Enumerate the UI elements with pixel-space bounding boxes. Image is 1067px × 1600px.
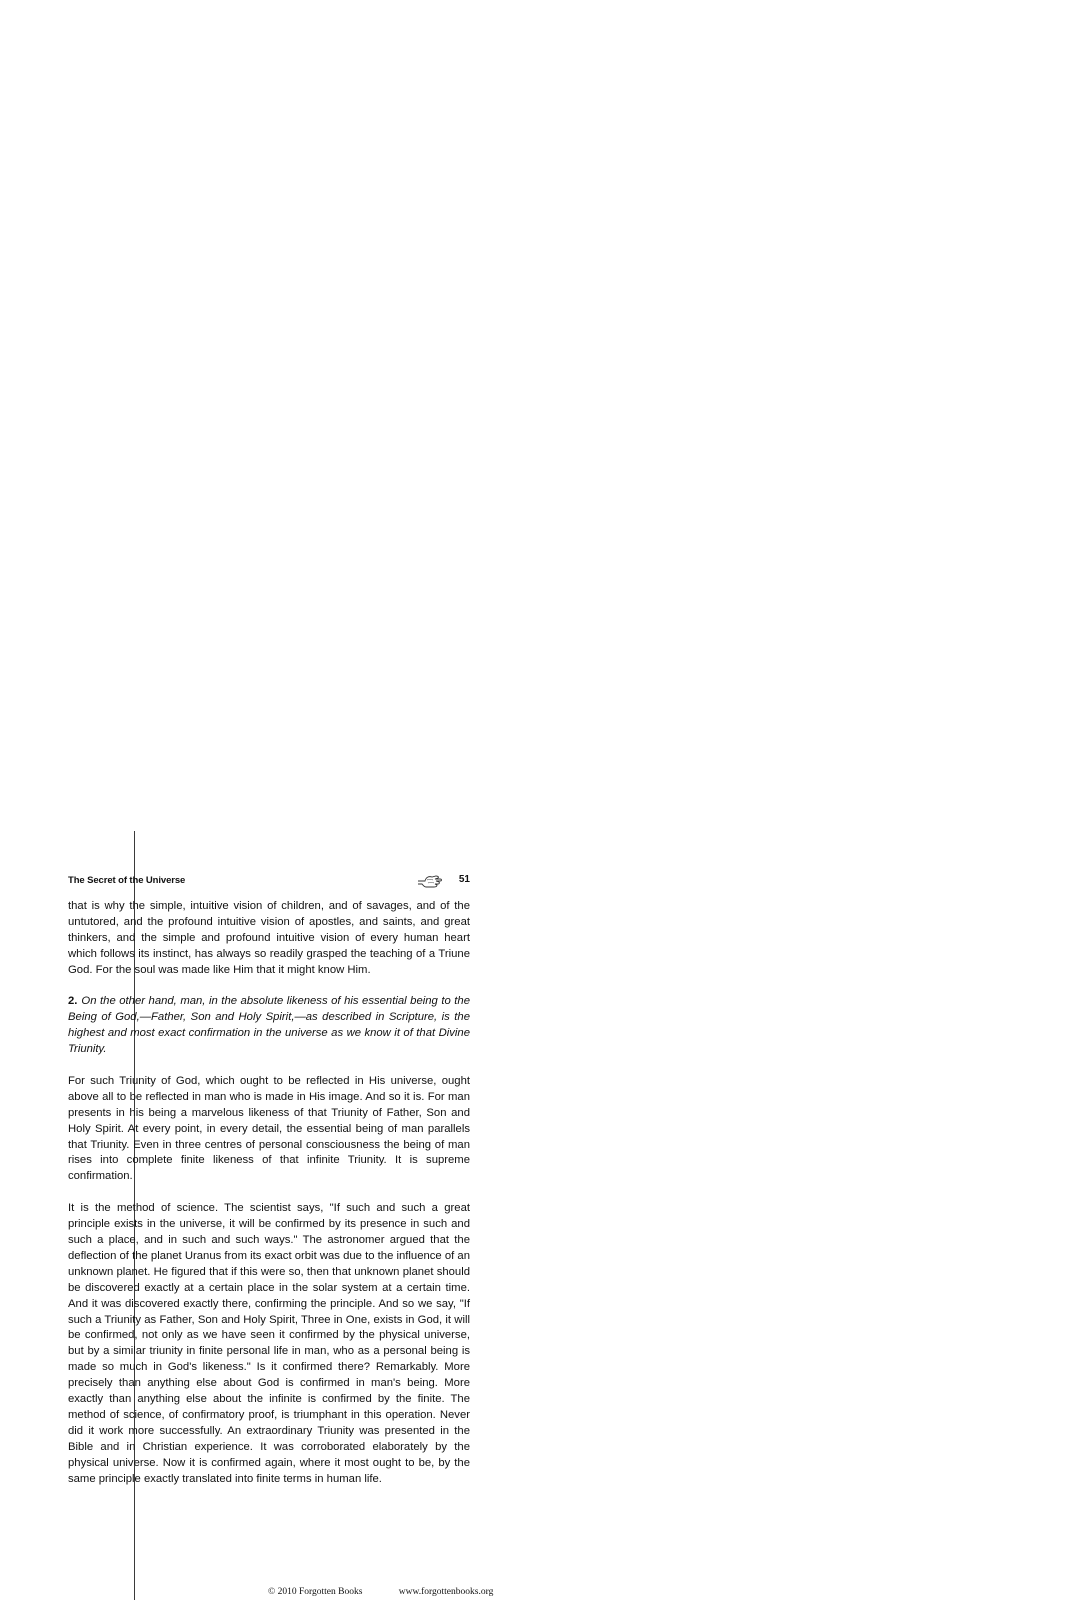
paragraph-text: On the other hand, man, in the absolute likeness of his essential being to the Being of God,—Father, Son and Holy Spirit,—as described in Scripture, is the highest and most exact confirmation in the universe as we know it of that Divine Triunity. [68,995,470,1056]
paragraph: For such Triunity of God, which ought to be reflected in His universe, ought above all to be reflected in man who is made in His image. And so it is. For man presents in his being a marvelous likeness of that Triunity of Father, Son and Holy Spirit. At every point, in every detail, the essential being of man parallels that Triunity. Even in three centres of personal consciousness the being of man rises into complete finite likeness of that infinite Triunity. It is supreme confirmation. [68,1074,470,1183]
paragraph: that is why the simple, intuitive vision of children, and of savages, and of the untutored, and the profound intuitive vision of apostles, and saints, and great thinkers, and the simple and profound intuitive vision of every human heart which follows its instinct, has always so readily grasped the teaching of a Triune God. For the soul was made like Him that it might know Him. [68,900,470,976]
running-header-title: The Secret of the Universe [68,875,186,886]
page-footer [268,1587,493,1597]
footer-url: www.forgottenbooks.org [398,1587,494,1597]
body-text [68,899,470,1503]
paragraph: It is the method of science. The scientist says, "If such and such a great principle exists in the universe, it will be confirmed by its presence in such and such a place, and in such and such ways." The astronomer argued that the deflection of the planet Uranus from its exact orbit was due to the influence of an unknown planet. He figured that if this were so, then that unknown planet should be discovered exactly at a certain place in the solar system at a certain time. And it was discovered exactly there, confirming the principle. And so we say, "If such a Triunity as Father, Son and Holy Spirit, Three in One, exists in God, it will be confirmed, not only as we have seen it confirmed by the physical universe, but by a similar triunity in finite personal life in man, who as a personal being is made so much in God's likeness." Is it confirmed there? Remarkably. More precisely than anything else about God is confirmed in man's being. More exactly than anything else about the infinite is confirmed by the finite. The method of science, of confirmatory proof, is triumphant in this operation. Never did it work more successfully. An extraordinary Triunity was presented in the Bible and in Christian experience. It was corroborated elaborately by the physical universe. Now it is confirmed again, where it most ought to be, by the same principle exactly translated into finite terms in human life. [68,1202,470,1485]
page-number: 51 [458,874,470,885]
pointing-hand-icon [417,872,443,888]
numbered-paragraph [68,994,470,1058]
footer-copyright: © 2010 Forgotten Books [268,1587,363,1597]
running-header [68,872,470,890]
paragraph-number: 2. [68,995,78,1008]
